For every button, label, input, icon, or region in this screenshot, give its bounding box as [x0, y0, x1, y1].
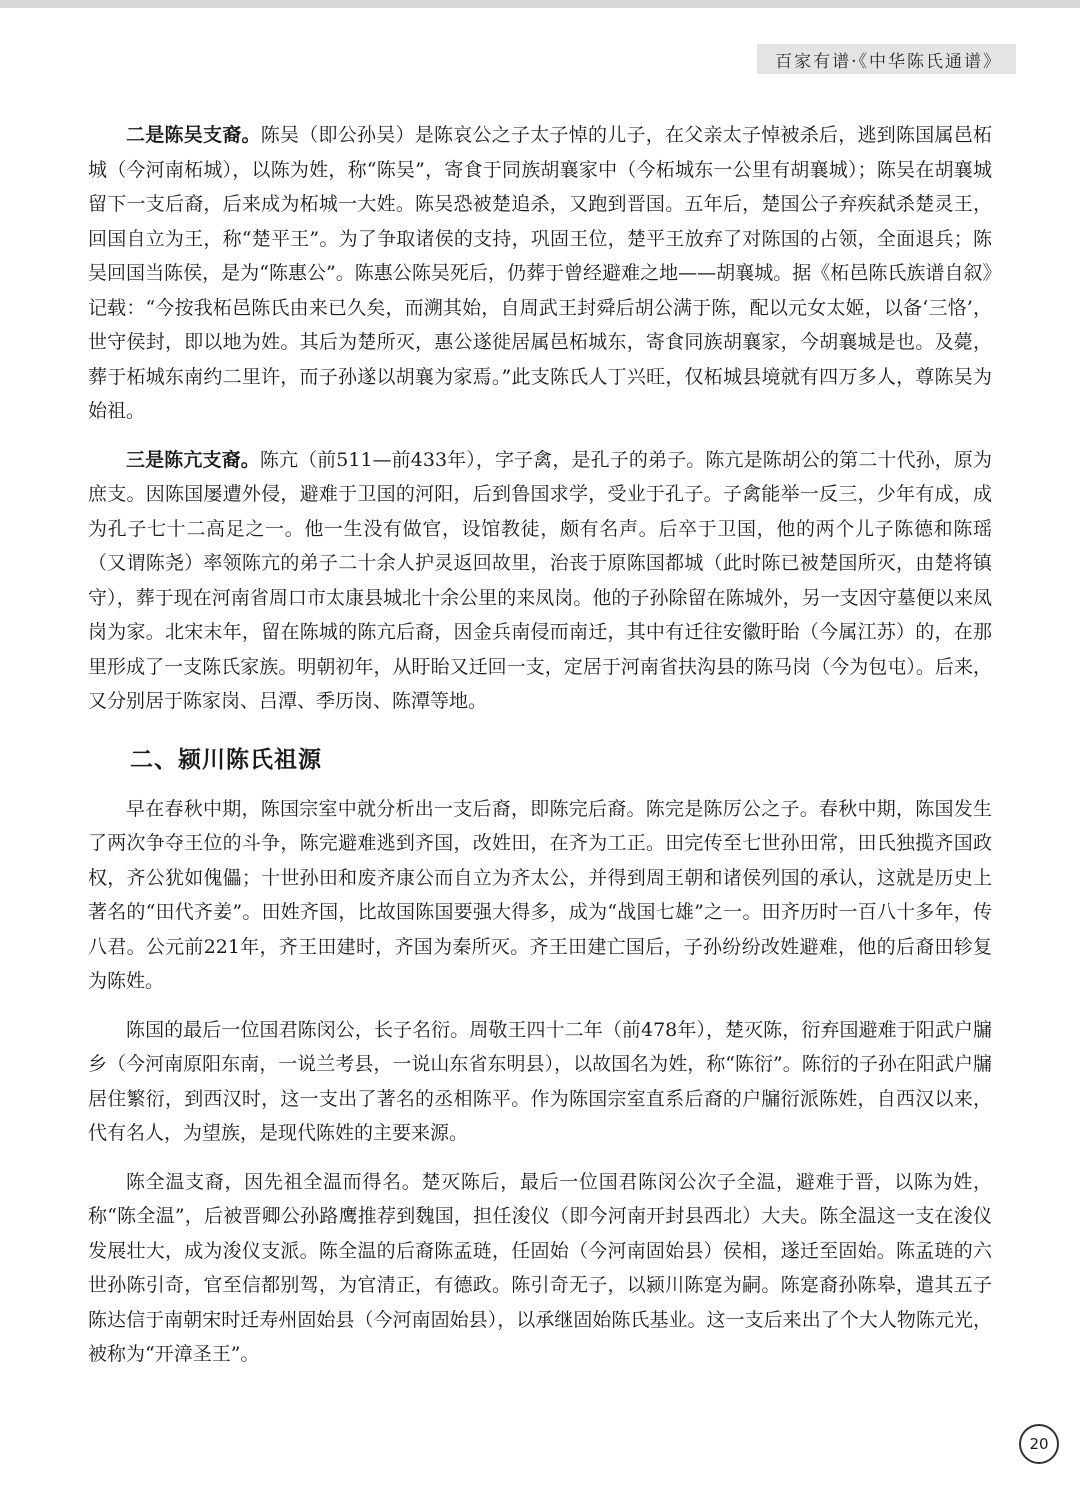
paragraph-text: 陈吴（即公孙吴）是陈哀公之子太子悼的儿子，在父亲太子悼被杀后，逃到陈国属邑柘城（今河南柘城），以陈为姓，称“陈吴”，寄食于同族胡襄家中（今柘城东一公里有胡襄城）；陈吴在胡襄城留下一支后裔，后来成为柘城一大姓。陈吴恐被楚追杀，又跑到晋国。五年后，楚国公子弃疾弑杀楚灵王，回国自立为王，称“楚平王”。为了争取诸侯的支持，巩固王位，楚平王放弃了对陈国的占领，全面退兵；陈吴回国当陈侯，是为“陈惠公”。陈惠公陈吴死后，仍葬于曾经避难之地——胡襄城。据《柘邑陈氏族谱自叙》记载：“今按我柘邑陈氏由来已久矣，而溯其始，自周武王封舜后胡公满于陈，配以元女太姬，以备‘三恪’，世守侯封，即以地为姓。其后为楚所灭，惠公遂徙居属邑柘城东，寄食同族胡襄家，今胡襄城是也。及薨，葬于柘城东南约二里许，而子孙遂以胡襄为家焉。”此支陈氏人丁兴旺，仅柘城县境就有四万多人，尊陈吴为始祖。 — [88, 124, 992, 422]
paragraph-text: 陈亢（前511—前433年），字子禽，是孔子的弟子。陈亢是陈胡公的第二十代孙，原为庶支。因陈国屡遭外侵，避难于卫国的河阳，后到鲁国求学，受业于孔子。子禽能举一反三，少年有成，成为孔子七十二高足之一。他一生没有做官，设馆教徒，颇有名声。后卒于卫国，他的两个儿子陈德和陈瑶（又谓陈尧）率领陈亢的弟子二十余人护灵返回故里，治丧于原陈国都城（此时陈已被楚国所灭，由楚将镇守），葬于现在河南省周口市太康县城北十余公里的来凤岗。他的子孙除留在陈城外，另一支因守墓便以来凤岗为家。北宋末年，留在陈城的陈亢后裔，因金兵南侵而南迁，其中有迁往安徽盱眙（今属江苏）的，在那里形成了一支陈氏家族。明朝初年，从盱眙又迁回一支，定居于河南省扶沟县的陈马岗（今为包屯）。后来，又分别居于陈家岗、吕潭、季历岗、陈潭等地。 — [88, 448, 992, 712]
paragraph-lead: 三是陈亢支裔。 — [126, 448, 260, 471]
paragraph-text: 早在春秋中期，陈国宗室中就分析出一支后裔，即陈完后裔。陈完是陈厉公之子。春秋中期，陈国发生了两次争夺王位的斗争，陈完避难逃到齐国，改姓田，在齐为工正。田完传至七世孙田常，田氏独揽齐国政权，齐公犹如傀儡；十世孙田和废齐康公而自立为齐太公，并得到周王朝和诸侯列国的承认，这就是历史上著名的“田代齐姜”。田姓齐国，比故国陈国要强大得多，成为“战国七雄”之一。田齐历时一百八十多年，传八君。公元前221年，齐王田建时，齐国为秦所灭。齐王田建亡国后，子孙纷纷改姓避难，他的后裔田轸复为陈姓。 — [88, 797, 992, 992]
page-number-label: 20 — [1029, 1435, 1049, 1453]
section-heading: 二、颍川陈氏祖源 — [130, 746, 322, 773]
paragraph — [88, 792, 992, 999]
paragraph — [88, 1165, 992, 1372]
paragraph — [88, 1013, 992, 1151]
paragraph — [88, 118, 992, 429]
top-border — [0, 0, 1080, 8]
page-body — [88, 118, 992, 1386]
page-number — [1019, 1424, 1059, 1464]
paragraph-text: 陈国的最后一位国君陈闵公，长子名衍。周敬王四十二年（前478年），楚灭陈，衍弃国避难于阳武户牖乡（今河南原阳东南，一说兰考县，一说山东省东明县），以故国名为姓，称“陈衍”。陈衍的子孙在阳武户牖居住繁衍，到西汉时，这一支出了著名的丞相陈平。作为陈国宗室直系后裔的户牖衍派陈姓，自西汉以来，代有名人，为望族，是现代陈姓的主要来源。 — [88, 1018, 992, 1144]
running-header-title: 百家有谱·《中华陈氏通谱》 — [775, 51, 1002, 72]
paragraph-text: 陈全温支裔，因先祖全温而得名。楚灭陈后，最后一位国君陈闵公次子全温，避难于晋，以陈为姓，称“陈全温”，后被晋卿公孙路鹰推荐到魏国，担任浚仪（即今河南开封县西北）大夫。陈全温这一支在浚仪发展壮大，成为浚仪支派。陈全温的后裔陈孟琏，任固始（今河南固始县）侯相，遂迁至固始。陈孟琏的六世孙陈引奇，官至信都别驾，为官清正，有德政。陈引奇无子，以颍川陈寔为嗣。陈寔裔孙陈皋，遣其五子陈达信于南朝宋时迁寿州固始县（今河南固始县），以承继固始陈氏基业。这一支后来出了个大人物陈元光，被称为“开漳圣王”。 — [88, 1170, 992, 1365]
running-header — [757, 44, 1016, 74]
paragraph — [88, 443, 992, 719]
paragraph-lead: 二是陈吴支裔。 — [126, 124, 261, 146]
